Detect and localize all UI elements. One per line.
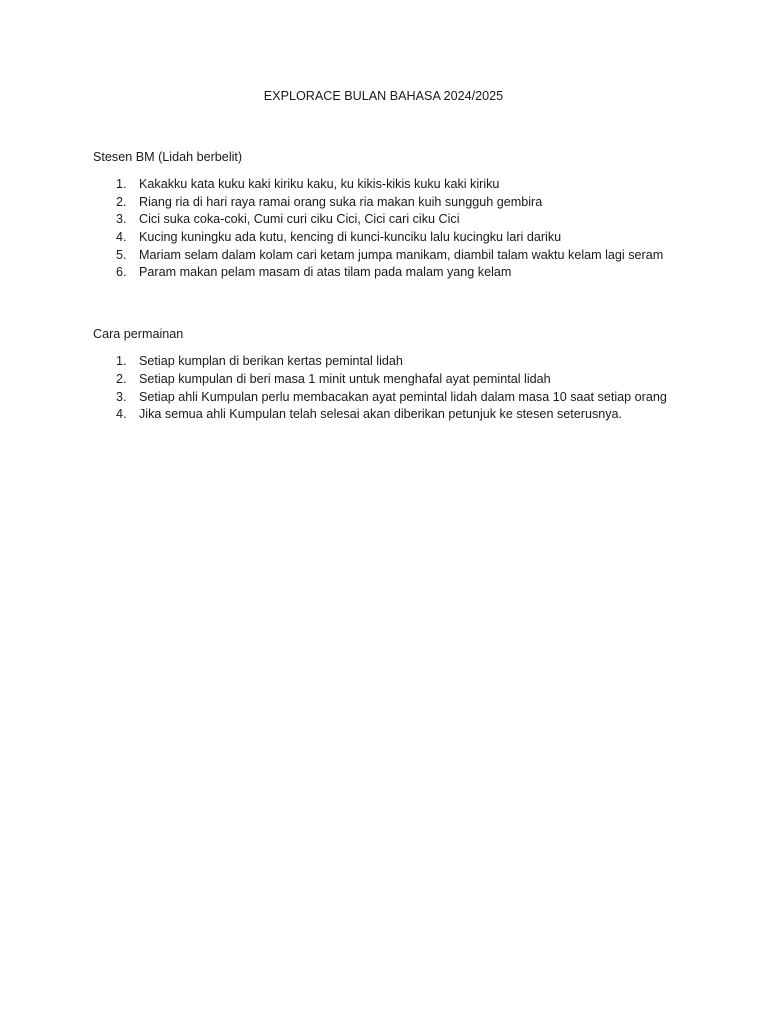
- list-item-text: Jika semua ahli Kumpulan telah selesai akan diberikan petunjuk ke stesen seterusnya.: [139, 407, 623, 422]
- list-item: [93, 211, 674, 229]
- list-item-text: Kakakku kata kuku kaki kiriku kaku, ku kikis-kikis kuku kaki kiriku: [139, 177, 500, 192]
- list-number: 5.: [116, 247, 127, 262]
- list-number: 3.: [116, 389, 127, 404]
- list-item-text: Riang ria di hari raya ramai orang suka ria makan kuih sungguh gembira: [139, 194, 543, 209]
- section-cara-permainan: [93, 326, 674, 424]
- list-item-text: Setiap ahli Kumpulan perlu membacakan ayat pemintal lidah dalam masa 10 saat setiap orang: [139, 389, 667, 404]
- section-heading: Cara permainan: [93, 326, 184, 341]
- list-number: 2.: [116, 194, 127, 209]
- list-item-text: Setiap kumpulan di beri masa 1 minit untuk menghafal ayat pemintal lidah: [139, 371, 551, 386]
- list-number: 4.: [116, 229, 127, 244]
- section-stesen-bm: [93, 149, 674, 282]
- section-heading: Stesen BM (Lidah berbelit): [93, 149, 243, 164]
- list-item-text: Setiap kumplan di berikan kertas pemintal lidah: [139, 354, 403, 369]
- list-number: 1.: [116, 177, 127, 192]
- list-number: 3.: [116, 212, 127, 227]
- document-title: EXPLORACE BULAN BAHASA 2024/2025: [263, 89, 504, 103]
- list-item: [93, 264, 674, 282]
- list-item: [93, 194, 674, 212]
- list-number: 6.: [116, 265, 127, 280]
- numbered-list: [93, 176, 674, 282]
- section-spacer: [93, 282, 674, 326]
- list-item: [93, 229, 674, 247]
- list-item-text: Kucing kuningku ada kutu, kencing di kunci-kunciku lalu kucingku lari dariku: [139, 229, 562, 244]
- list-item-text: Param makan pelam masam di atas tilam pada malam yang kelam: [139, 265, 512, 280]
- list-item: [93, 353, 674, 371]
- list-item: [93, 406, 674, 424]
- document-page: [93, 88, 674, 424]
- list-item: [93, 176, 674, 194]
- numbered-list: [93, 353, 674, 423]
- list-number: 4.: [116, 407, 127, 422]
- list-item-text: Mariam selam dalam kolam cari ketam jumpa manikam, diambil talam waktu kelam lagi seram: [139, 247, 664, 262]
- list-item: [93, 371, 674, 389]
- list-number: 2.: [116, 371, 127, 386]
- list-item-text: Cici suka coka-coki, Cumi curi ciku Cici, Cici cari ciku Cici: [139, 212, 460, 227]
- list-item: [93, 389, 674, 407]
- list-item: [93, 247, 674, 265]
- list-number: 1.: [116, 354, 127, 369]
